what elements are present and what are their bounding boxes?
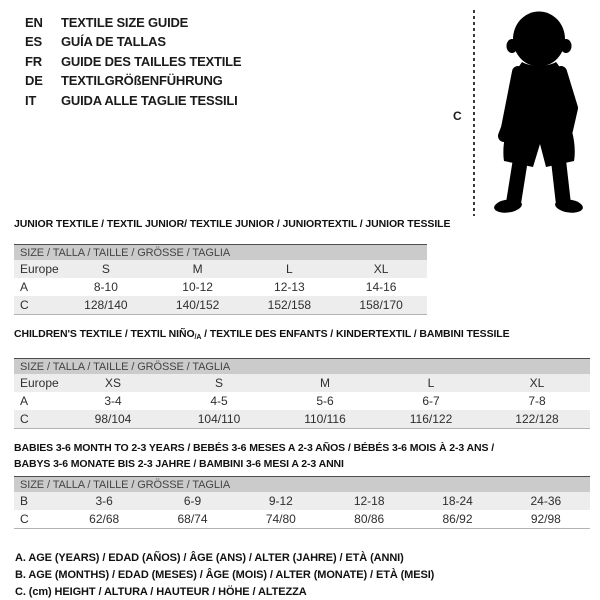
table-cell: 14-16 bbox=[365, 280, 397, 294]
title-segment: /A bbox=[194, 334, 202, 341]
language-row bbox=[25, 52, 241, 71]
table-cell: 98/104 bbox=[94, 412, 132, 426]
table-row-europe bbox=[14, 374, 590, 392]
table-cell: L bbox=[427, 376, 435, 390]
size-header-bar: SIZE / TALLA / TAILLE / GRÖSSE / TAGLIA bbox=[14, 358, 590, 374]
row-label: A bbox=[20, 394, 29, 408]
language-code: FR bbox=[25, 53, 42, 69]
table-cell: 110/116 bbox=[304, 412, 346, 426]
language-code: IT bbox=[25, 92, 37, 108]
table-cell: XS bbox=[104, 376, 121, 390]
table-cell: 12-13 bbox=[274, 280, 305, 294]
table-cell: 3-4 bbox=[104, 394, 122, 408]
row-label: C bbox=[20, 412, 29, 426]
language-title: GUIDA ALLE TAGLIE TESSILI bbox=[61, 92, 238, 108]
baby-silhouette-icon bbox=[482, 8, 597, 215]
language-list bbox=[25, 13, 241, 110]
table-cell: 5-6 bbox=[316, 394, 334, 408]
language-code: ES bbox=[25, 34, 42, 50]
size-header-bar: SIZE / TALLA / TAILLE / GRÖSSE / TAGLIA bbox=[14, 476, 590, 492]
table-cell: 80/86 bbox=[354, 512, 385, 526]
table-cell: 128/140 bbox=[84, 298, 128, 312]
table-row-a bbox=[14, 278, 427, 296]
table-cell: 152/158 bbox=[267, 298, 312, 312]
table-cell: 158/170 bbox=[359, 298, 403, 312]
row-label: Europe bbox=[20, 262, 59, 276]
table-cell: 140/152 bbox=[175, 298, 220, 312]
table-cell: 24-36 bbox=[530, 494, 562, 508]
table-cell: 6-9 bbox=[183, 494, 202, 508]
table-row-b bbox=[14, 492, 590, 510]
section-title bbox=[14, 326, 590, 346]
table-cell: 104/110 bbox=[197, 412, 241, 426]
sections bbox=[14, 216, 590, 529]
section-title-line bbox=[14, 456, 590, 472]
table-cell: 86/92 bbox=[442, 512, 473, 526]
table-cell: 8-10 bbox=[93, 280, 118, 294]
section-babies bbox=[14, 440, 590, 529]
table-cell: 10-12 bbox=[182, 280, 213, 294]
table-cell: 7-8 bbox=[528, 394, 546, 408]
size-header-bar: SIZE / TALLA / TAILLE / GRÖSSE / TAGLIA bbox=[14, 244, 427, 260]
table-cell: 12-18 bbox=[353, 494, 385, 508]
table-cell: 18-24 bbox=[442, 494, 473, 508]
size-table-children bbox=[14, 358, 590, 429]
title-segment: CHILDREN'S TEXTILE / TEXTIL NIÑO bbox=[14, 328, 195, 340]
table-cell: 68/74 bbox=[177, 512, 208, 526]
height-reference-dotted-line bbox=[473, 10, 475, 216]
title-segment: BABIES 3-6 MONTH TO 2-3 YEARS / BEBÉS 3-6 MESES A 2-3 AÑOS / BÉBÉS 3-6 MOIS À 2-3 ANS / bbox=[14, 442, 495, 454]
language-code: DE bbox=[25, 73, 43, 89]
section-title bbox=[14, 440, 590, 472]
section-children bbox=[14, 326, 590, 429]
footnote-line: B. AGE (MONTHS) / EDAD (MESES) / ÂGE (MOIS) / ALTER (MONATE) / ETÀ (MESI) bbox=[15, 569, 435, 581]
section-title-line bbox=[14, 440, 590, 456]
table-row-c bbox=[14, 410, 590, 428]
table-cell: XL bbox=[529, 376, 545, 390]
table-cell: 116/122 bbox=[409, 412, 453, 426]
table-cell: L bbox=[286, 262, 293, 276]
section-junior bbox=[14, 216, 590, 315]
footnotes bbox=[15, 550, 590, 600]
row-label: B bbox=[20, 494, 29, 508]
size-table-babies bbox=[14, 476, 590, 529]
table-cell: 4-5 bbox=[210, 394, 228, 408]
footnote-line: A. AGE (YEARS) / EDAD (AÑOS) / ÂGE (ANS) / ALTER (JAHRE) / ETÀ (ANNI) bbox=[15, 552, 404, 564]
language-code: EN bbox=[25, 15, 43, 30]
language-row bbox=[25, 91, 241, 110]
language-row bbox=[25, 13, 241, 32]
title-segment: JUNIOR TEXTILE / TEXTIL JUNIOR/ TEXTILE JUNIOR / JUNIORTEXTIL / JUNIOR TESSILE bbox=[14, 218, 451, 230]
title-segment: / TEXTILE DES ENFANTS / KINDERTEXTIL / BAMBINI TESSILE bbox=[201, 328, 510, 340]
row-label: A bbox=[20, 280, 29, 294]
table-row-c bbox=[14, 510, 590, 528]
row-label: C bbox=[20, 512, 29, 526]
table-cell: 3-6 bbox=[95, 494, 113, 508]
row-label: Europe bbox=[20, 376, 59, 390]
table-cell: 92/98 bbox=[530, 512, 561, 526]
table-cell: S bbox=[214, 376, 223, 390]
language-title: GUÍA DE TALLAS bbox=[61, 34, 166, 50]
table-cell: S bbox=[101, 262, 110, 276]
title-segment: BABYS 3-6 MONATE BIS 2-3 JAHRE / BAMBINI 3-6 MESI A 2-3 ANNI bbox=[14, 458, 344, 470]
table-cell: 6-7 bbox=[422, 394, 440, 408]
table-row-a bbox=[14, 392, 590, 410]
table-cell: M bbox=[320, 376, 330, 390]
table-cell: M bbox=[192, 262, 203, 276]
language-row bbox=[25, 32, 241, 51]
table-cell: 74/80 bbox=[265, 512, 296, 526]
language-title: TEXTILE SIZE GUIDE bbox=[61, 15, 189, 30]
figure-area bbox=[450, 6, 600, 220]
table-cell: 9-12 bbox=[268, 494, 293, 508]
size-table-junior bbox=[14, 244, 427, 315]
section-title-line bbox=[14, 326, 590, 346]
table-cell: 62/68 bbox=[89, 512, 120, 526]
table-row-europe bbox=[14, 260, 427, 278]
footnote-line: C. (cm) HEIGHT / ALTURA / HAUTEUR / HÖHE / ALTEZZA bbox=[15, 586, 307, 598]
table-cell: 122/128 bbox=[515, 412, 559, 426]
language-title: TEXTILGRÖßENFÜHRUNG bbox=[61, 73, 223, 89]
language-row bbox=[25, 71, 241, 90]
row-label: C bbox=[20, 298, 29, 312]
language-title: GUIDE DES TAILLES TEXTILE bbox=[61, 53, 242, 69]
section-title bbox=[14, 216, 590, 232]
table-cell: XL bbox=[373, 262, 389, 276]
size-guide-content bbox=[14, 216, 590, 600]
section-title-line bbox=[14, 216, 590, 232]
height-measure-label: C bbox=[453, 109, 462, 123]
table-row-c bbox=[14, 296, 427, 314]
